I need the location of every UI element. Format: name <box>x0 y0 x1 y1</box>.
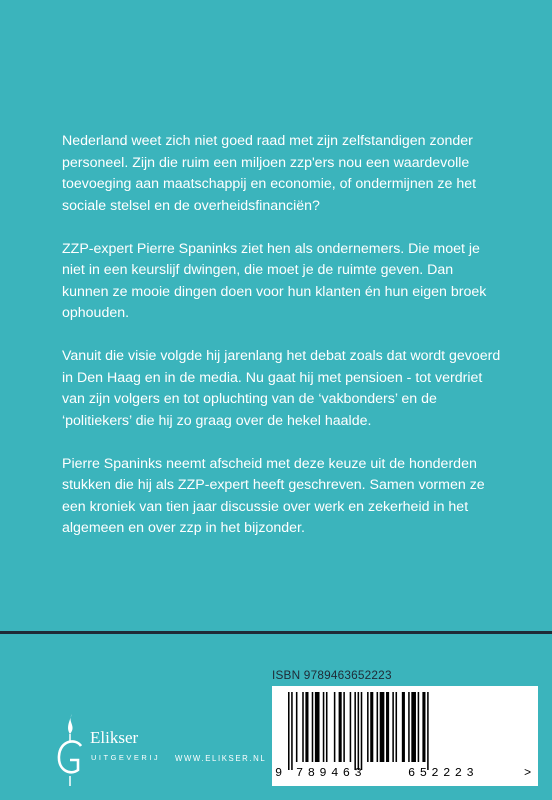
barcode-bar <box>396 692 398 762</box>
barcode-bar <box>312 692 314 762</box>
barcode-bar <box>291 692 293 770</box>
blurb-paragraph-4: Pierre Spaninks neemt afscheid met deze keuze uit de honderden stukken die hij als ZZP-expert heeft geschreven. Samen vormen ze een kroniek van tien jaar discussie over werk en zekerheid in het algemeen en over zzp in het bijzonder. <box>62 455 485 536</box>
divider-rule <box>0 631 552 634</box>
publisher-website: WWW.ELIKSER.NL <box>175 754 267 763</box>
barcode-bar <box>422 692 425 762</box>
barcode-bar <box>354 692 356 770</box>
barcode-bar <box>418 692 420 762</box>
barcode-bar <box>370 692 373 762</box>
barcode-bar <box>358 692 360 770</box>
blurb-paragraph-2: ZZP-expert Pierre Spaninks ziet hen als ondernemers. Die moet je niet in een keurslijf dwingen, die moet je de ruimte geven. Dan kunnen ze mooie dingen doen voor hun klanten én hun eigen broek ophouden. <box>62 240 487 321</box>
blurb-paragraph-1: Nederland weet zich niet goed raad met zijn zelfstandigen zonder personeel. Zijn die ruim een miljoen zzp'ers nou een waardevolle toevoeging aan maatschappij en economie, of ondermijnen ze het sociale stelsel en de overheidsfinanciën? <box>62 133 477 214</box>
barcode-bar <box>334 692 336 762</box>
blurb-text <box>62 131 502 561</box>
barcode-end-mark: > <box>524 766 532 780</box>
barcode-bar <box>380 692 385 762</box>
barcode-digits-right: 652223 <box>408 766 479 780</box>
barcode-bar <box>386 692 389 762</box>
barcode-bar <box>305 692 308 762</box>
barcode-bar <box>427 692 429 770</box>
barcode-lead-digit: 9 <box>275 766 283 780</box>
flame-g-logo-icon <box>52 712 92 790</box>
barcode-bar <box>288 692 290 770</box>
blurb-paragraph-3: Vanuit die visie volgde hij jarenlang het debat zoals dat wordt gevoerd in Den Haag en in de media. Nu gaat hij met pensioen - tot verdriet van zijn volgers en tot opluchting van de ‘vakbonders’ en de ‘politiekers’ die hij zo graag over de hekel haalde. <box>62 348 501 429</box>
barcode-bar <box>392 692 394 762</box>
barcode-bar <box>402 692 405 762</box>
barcode-bar <box>296 692 298 762</box>
barcode-bar <box>367 692 369 762</box>
barcode-bar <box>377 692 379 762</box>
barcode-bar <box>302 692 304 762</box>
publisher-logo <box>52 712 172 790</box>
barcode-bar <box>323 692 325 762</box>
barcode-bar <box>339 692 342 762</box>
publisher-name: Elikser <box>90 728 139 747</box>
barcode-bar <box>411 692 416 762</box>
barcode-bar <box>350 692 352 762</box>
barcode-bar <box>315 692 320 762</box>
isbn-label: ISBN 9789463652223 <box>272 668 392 682</box>
barcode-bar <box>361 692 363 770</box>
barcode-bar <box>326 692 328 762</box>
barcode-bar <box>408 692 410 762</box>
barcode-bar <box>343 692 345 762</box>
isbn-barcode <box>272 686 538 786</box>
barcode-digits-left: 789463 <box>296 766 367 780</box>
publisher-subtitle: UITGEVERIJ <box>91 753 161 762</box>
